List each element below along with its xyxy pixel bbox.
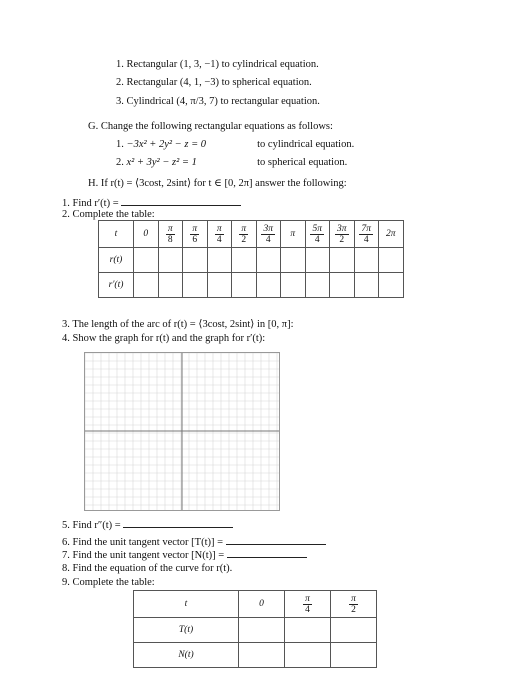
table-entry-cell[interactable]: [134, 248, 159, 273]
table-entry-cell[interactable]: [379, 273, 404, 298]
table-entry-cell[interactable]: [239, 618, 285, 643]
item-number: 1.: [116, 59, 124, 70]
item-text: Rectangular (1, 3, −1) to cylindrical equation.: [126, 59, 319, 70]
item-text: Rectangular (4, 1, −3) to spherical equation.: [126, 77, 312, 88]
denominator: 2: [351, 604, 356, 615]
numerator: 7π: [361, 223, 371, 234]
table-entry-cell[interactable]: [331, 618, 377, 643]
values-table-1: [98, 220, 404, 298]
table-row: [99, 248, 404, 273]
conversion-item-3: [116, 95, 320, 108]
numerator: π: [305, 593, 310, 604]
fraction: [359, 224, 373, 245]
item-number: 3.: [62, 319, 70, 330]
numerator: π: [216, 223, 222, 234]
table-header-cell: [256, 221, 281, 248]
table-header-cell: π: [281, 221, 306, 248]
table-entry-cell[interactable]: [281, 273, 306, 298]
fraction: [335, 224, 349, 245]
table-header-cell: [183, 221, 208, 248]
table-header-cell: [354, 221, 379, 248]
values-table-2: [133, 590, 377, 668]
denominator: 2: [241, 234, 247, 245]
numerator: π: [241, 223, 247, 234]
table-header-cell: [331, 591, 377, 618]
item-text: The length of the arc of r(t) = ⟨3cost, 2sint⟩ in [0, π]:: [72, 319, 294, 330]
item-number: 9.: [62, 577, 70, 588]
table-header-cell: 0: [239, 591, 285, 618]
item-text: Find r″(t) =: [72, 520, 121, 531]
table-header-label: t: [99, 221, 134, 248]
table-header-cell: 0: [134, 221, 159, 248]
denominator: 6: [192, 234, 198, 245]
numerator: π: [192, 223, 198, 234]
item-text: Complete the table:: [72, 209, 155, 220]
item-number: 5.: [62, 520, 70, 531]
answer-blank[interactable]: [121, 196, 241, 206]
denominator: 2: [339, 234, 345, 245]
fraction: [215, 224, 224, 245]
target: to spherical equation.: [257, 157, 348, 168]
conversion-item-1: [116, 58, 319, 71]
denominator: 4: [265, 234, 271, 245]
table-entry-cell[interactable]: [256, 248, 281, 273]
fraction: [239, 224, 248, 245]
numerator: 3π: [336, 223, 347, 234]
table-header-cell: [207, 221, 232, 248]
table-header-cell: [158, 221, 183, 248]
denominator: 4: [314, 234, 320, 245]
section-g-item-2: [116, 156, 347, 169]
table-entry-cell[interactable]: [305, 273, 330, 298]
graph-grid[interactable]: [84, 352, 280, 511]
item-text: Show the graph for r(t) and the graph for r′(t):: [72, 333, 266, 344]
fraction: [190, 224, 199, 245]
table-entry-cell[interactable]: [354, 273, 379, 298]
row-label: N(t): [134, 643, 239, 668]
fraction: [349, 594, 358, 615]
fraction: [261, 224, 275, 245]
conversion-item-2: [116, 76, 312, 89]
question-9: [62, 576, 155, 589]
item-number: 2.: [116, 157, 124, 168]
answer-blank[interactable]: [226, 535, 326, 545]
table-header-cell: [330, 221, 355, 248]
section-g-heading: G. Change the following rectangular equations as follows:: [88, 121, 333, 132]
row-label: r′(t): [99, 273, 134, 298]
table-entry-cell[interactable]: [232, 248, 257, 273]
question-8: [62, 562, 232, 575]
row-label: r(t): [99, 248, 134, 273]
question-4: [62, 332, 265, 345]
item-text: Complete the table:: [72, 577, 155, 588]
item-text: Find the equation of the curve for r(t).: [72, 563, 233, 574]
item-number: 7.: [62, 550, 70, 561]
table-entry-cell[interactable]: [232, 273, 257, 298]
table-entry-cell[interactable]: [285, 618, 331, 643]
numerator: 5π: [312, 223, 322, 234]
fraction: [303, 594, 312, 615]
table-entry-cell[interactable]: [256, 273, 281, 298]
table-entry-cell[interactable]: [305, 248, 330, 273]
question-7: [62, 548, 307, 562]
item-number: 1.: [116, 139, 124, 150]
table-entry-cell[interactable]: [379, 248, 404, 273]
item-text: Find r′(t) =: [72, 198, 119, 209]
table-row: [134, 618, 377, 643]
grid-svg: [85, 353, 279, 510]
equation: x² + 3y² − z² = 1: [126, 157, 197, 168]
target: to cylindrical equation.: [257, 139, 355, 150]
question-3: [62, 318, 294, 331]
answer-blank[interactable]: [123, 518, 233, 528]
table-row: [99, 273, 404, 298]
denominator: 4: [363, 234, 369, 245]
item-number: 3.: [116, 96, 124, 107]
numerator: π: [351, 593, 356, 604]
fraction: [310, 224, 324, 245]
table-header-cell: [232, 221, 257, 248]
item-text: Find the unit tangent vector [T(t)] =: [72, 537, 224, 548]
table-entry-cell[interactable]: [134, 273, 159, 298]
item-number: 2.: [116, 77, 124, 88]
fraction: [166, 224, 175, 245]
table-header-cell: [305, 221, 330, 248]
table-entry-cell[interactable]: [158, 248, 183, 273]
table-header-label: t: [134, 591, 239, 618]
question-6: [62, 535, 326, 549]
table-entry-cell[interactable]: [330, 273, 355, 298]
table-entry-cell[interactable]: [183, 273, 208, 298]
answer-blank[interactable]: [227, 548, 307, 558]
row-label: T(t): [134, 618, 239, 643]
item-number: 2.: [62, 209, 70, 220]
question-5: [62, 518, 233, 532]
table-entry-cell[interactable]: [330, 248, 355, 273]
denominator: 4: [305, 604, 310, 615]
table-header-cell: 2π: [379, 221, 404, 248]
item-number: 8.: [62, 563, 70, 574]
section-h-heading: H. If r(t) = ⟨3cost, 2sint⟩ for t ∈ [0, 2π] answer the following:: [88, 178, 347, 189]
table-entry-cell[interactable]: [354, 248, 379, 273]
table-entry-cell[interactable]: [331, 643, 377, 668]
section-g-item-1: [116, 138, 354, 151]
table-row: [134, 643, 377, 668]
item-number: 4.: [62, 333, 70, 344]
equation: −3x² + 2y² − z = 0: [126, 139, 207, 150]
item-text: Cylindrical (4, π/3, 7) to rectangular equation.: [126, 96, 320, 107]
table-entry-cell[interactable]: [285, 643, 331, 668]
table-entry-cell[interactable]: [183, 248, 208, 273]
table-entry-cell[interactable]: [207, 273, 232, 298]
table-header-cell: [285, 591, 331, 618]
table-entry-cell[interactable]: [158, 273, 183, 298]
item-text: Find the unit tangent vector [N(t)] =: [72, 550, 225, 561]
table-entry-cell[interactable]: [239, 643, 285, 668]
table-entry-cell[interactable]: [207, 248, 232, 273]
item-number: 6.: [62, 537, 70, 548]
item-number: 1.: [62, 198, 70, 209]
denominator: 4: [216, 234, 222, 245]
numerator: 3π: [263, 223, 273, 234]
table-entry-cell[interactable]: [281, 248, 306, 273]
numerator: π: [167, 223, 173, 234]
denominator: 8: [167, 234, 173, 245]
